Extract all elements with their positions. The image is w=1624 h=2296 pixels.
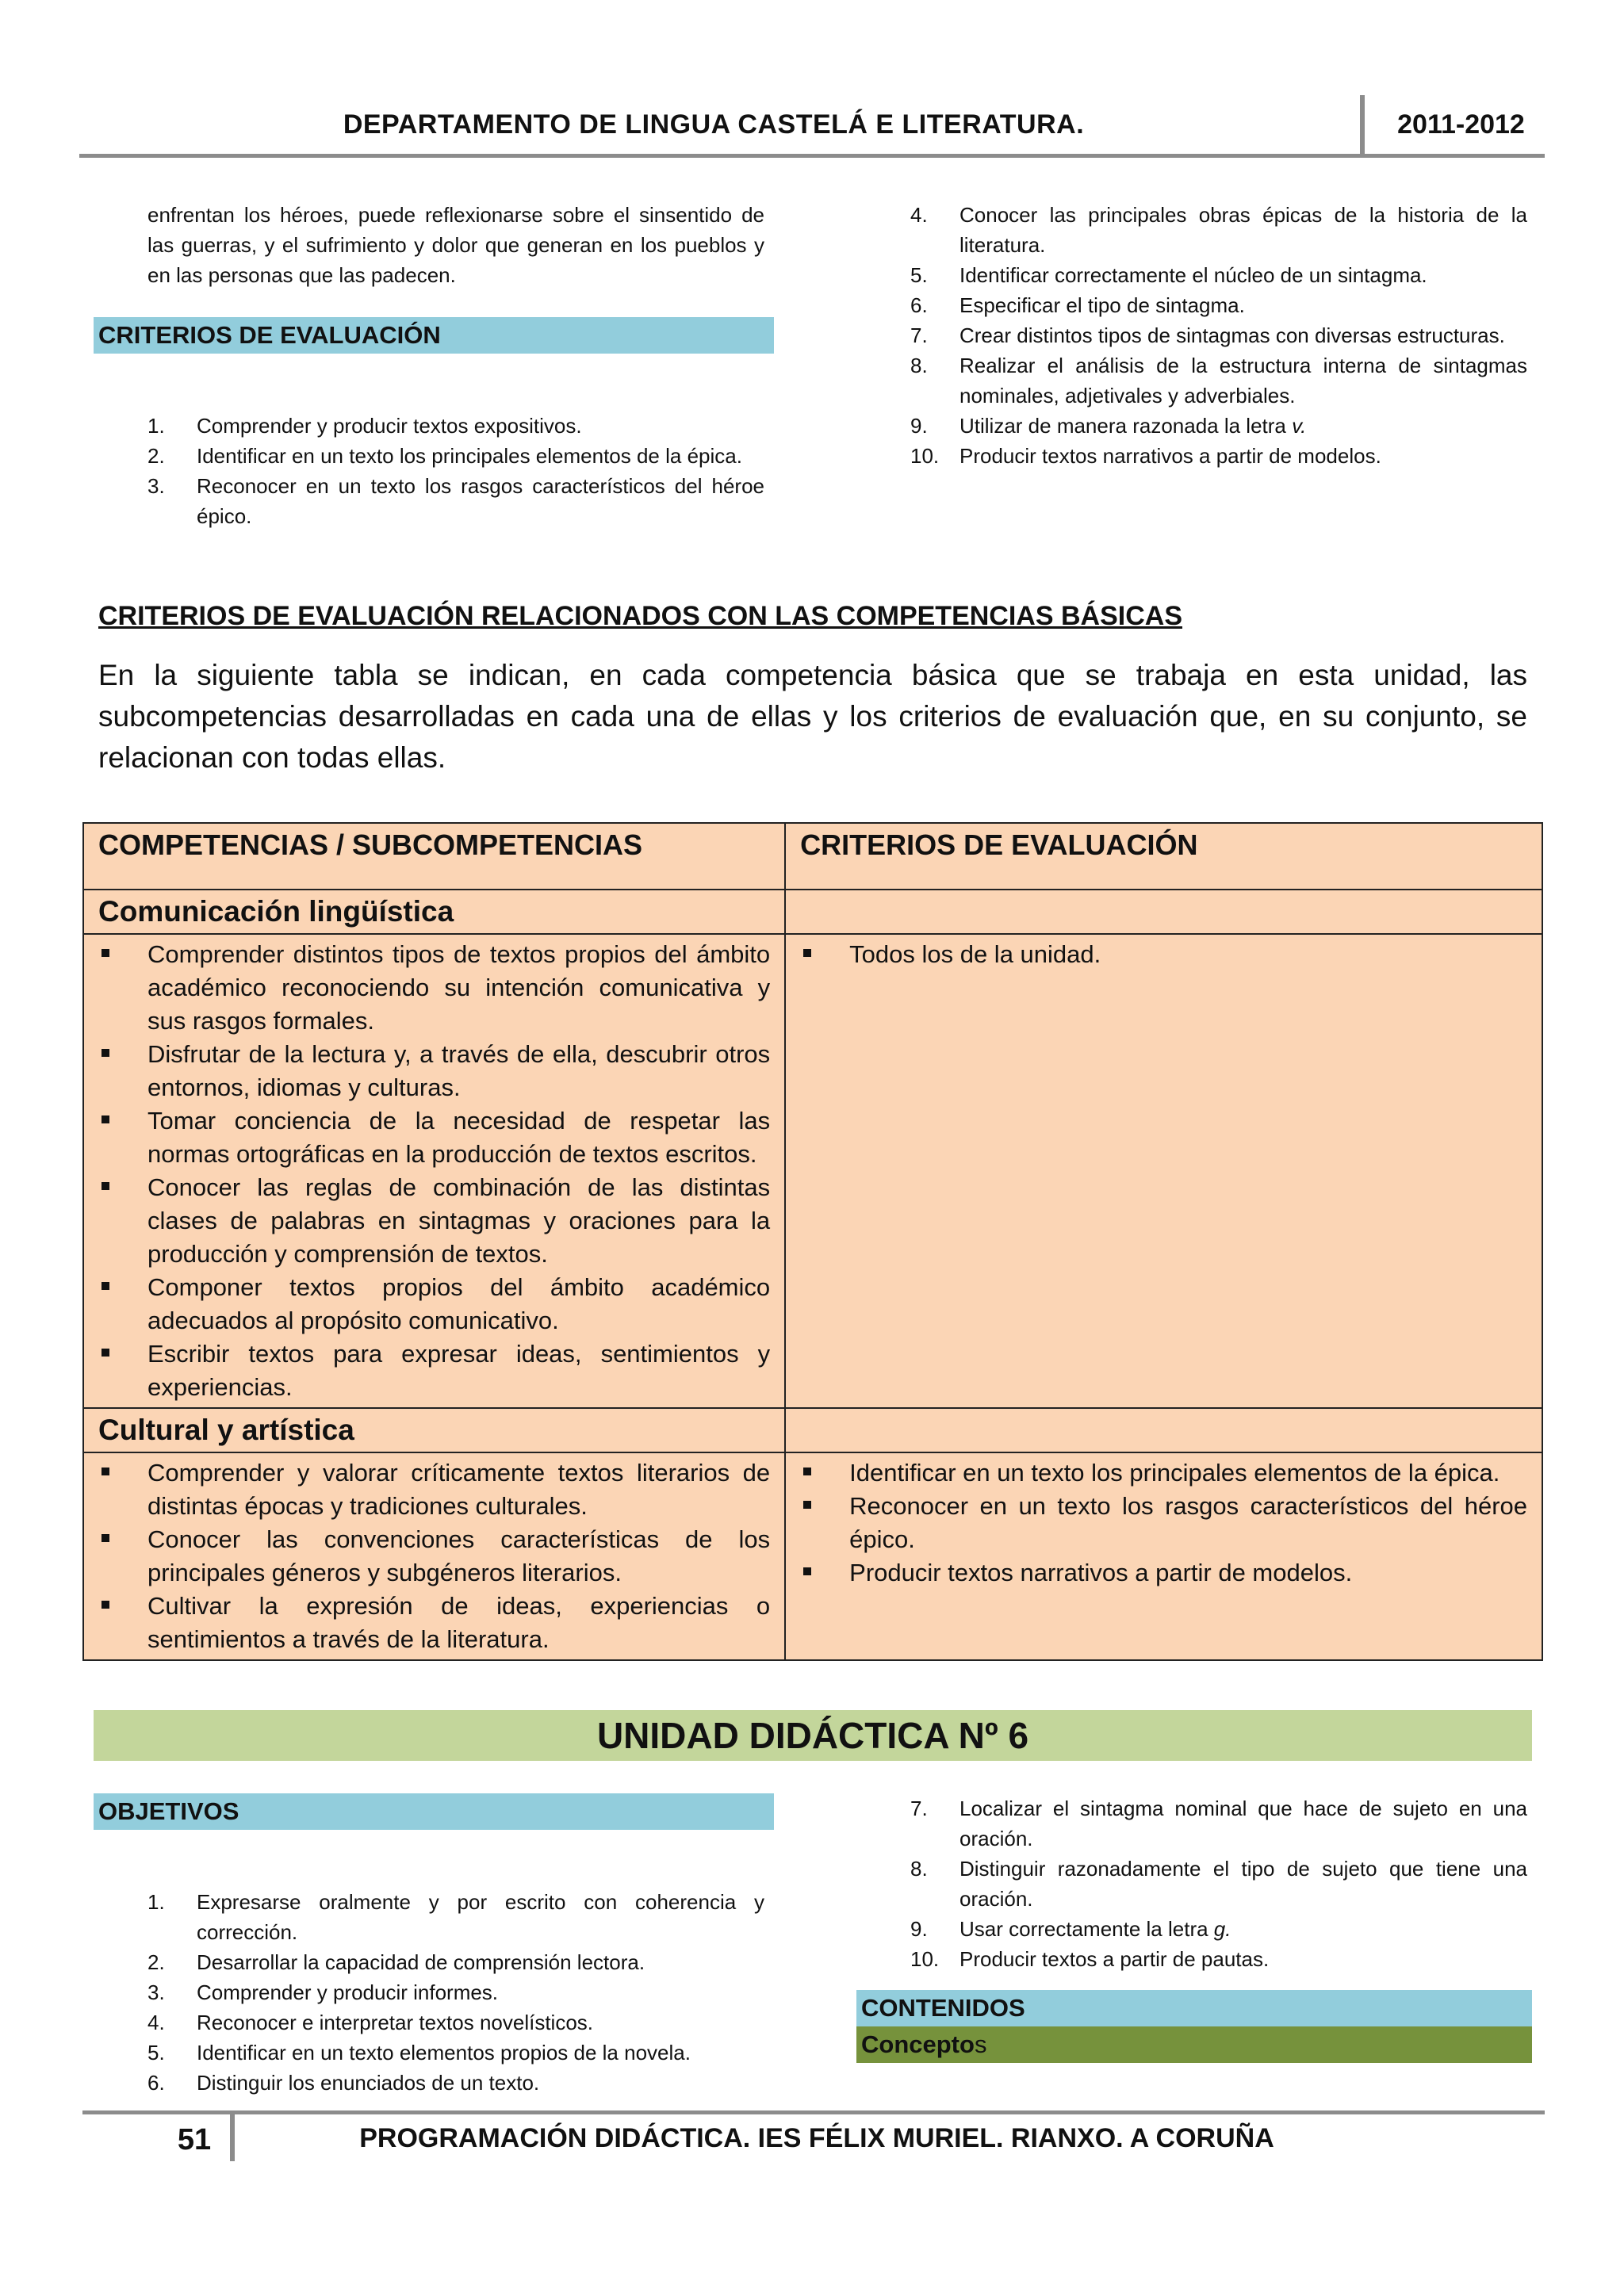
criteria-list-right (910, 200, 1527, 471)
section-title: CRITERIOS DE EVALUACIÓN RELACIONADOS CON LAS COMPETENCIAS BÁSICAS (98, 601, 1183, 631)
subcompetencias-cell (83, 934, 785, 1408)
list-item: Componer textos propios del ámbito académico adecuados al propósito comunicativo. (98, 1271, 770, 1337)
header-title: DEPARTAMENTO DE LINGUA CASTELÁ E LITERATURA. (343, 109, 1085, 140)
list-item: 3. Reconocer en un texto los rasgos característicos del héroe épico. (147, 474, 764, 528)
conceptos-heading: Conceptos (856, 2026, 1532, 2063)
table-header-competencias: COMPETENCIAS / SUBCOMPETENCIAS (83, 823, 785, 890)
list-item: 2. Desarrollar la capacidad de comprensión lectora. (147, 1950, 645, 1974)
group-name: Cultural y artística (83, 1408, 785, 1452)
list-item: 9. Utilizar de manera razonada la letra v. (910, 414, 1307, 438)
table-header-criterios: CRITERIOS DE EVALUACIÓN (785, 823, 1542, 890)
list-item: 4. Conocer las principales obras épicas de la historia de la literatura. (910, 203, 1527, 257)
criterios-cell (785, 934, 1542, 1408)
continued-paragraph: enfrentan los héroes, puede reflexionarse sobre el sinsentido de las guerras, y el sufrimiento y dolor que generan en los pueblos y en las personas que las padecen. (147, 203, 764, 287)
list-item: Disfrutar de la lectura y, a través de ella, descubrir otros entornos, idiomas y culturas. (98, 1038, 770, 1104)
list-item: 1. Comprender y producir textos expositivos. (147, 414, 582, 438)
list-item: Escribir textos para expresar ideas, sentimientos y experiencias. (98, 1337, 770, 1404)
criteria-heading: CRITERIOS DE EVALUACIÓN (94, 317, 774, 354)
group-name: Comunicación lingüística (83, 890, 785, 934)
criterios-cell (785, 1452, 1542, 1660)
list-item: 5. Identificar en un texto elementos propios de la novela. (147, 2041, 691, 2064)
list-item: 7. Crear distintos tipos de sintagmas con diversas estructuras. (910, 323, 1505, 347)
group-empty-cell (785, 1408, 1542, 1452)
list-item: 7. Localizar el sintagma nominal que hace de sujeto en una oración. (910, 1797, 1527, 1850)
objetivos-list-right (910, 1793, 1527, 1974)
list-item: 6. Especificar el tipo de sintagma. (910, 293, 1245, 317)
subcompetencias-cell (83, 1452, 785, 1660)
competencias-table (82, 822, 1543, 1661)
list-item: 1. Expresarse oralmente y por escrito con coherencia y corrección. (147, 1890, 764, 1944)
footer-divider (230, 2112, 235, 2161)
list-item: 6. Distinguir los enunciados de un texto. (147, 2071, 540, 2095)
page-number: 51 (177, 2123, 212, 2156)
list-item: 10. Producir textos narrativos a partir de modelos. (910, 444, 1381, 468)
list-item: Cultivar la expresión de ideas, experiencias o sentimientos a través de la literatura. (98, 1590, 770, 1656)
criteria-list-left (147, 411, 764, 531)
list-item: Todos los de la unidad. (800, 938, 1527, 971)
list-item: Comprender distintos tipos de textos propios del ámbito académico reconociendo su intención comunicativa y sus rasgos formales. (98, 938, 770, 1038)
footer-rule (82, 2110, 1545, 2114)
list-item: Conocer las reglas de combinación de las distintas clases de palabras en sintagmas y oraciones para la producción y comprensión de textos. (98, 1171, 770, 1271)
contenidos-heading: CONTENIDOS (856, 1990, 1532, 2026)
list-item: Reconocer en un texto los rasgos característicos del héroe épico. (800, 1490, 1527, 1556)
header-divider (1360, 95, 1365, 157)
intro-paragraph: En la siguiente tabla se indican, en cada competencia básica que se trabaja en esta unidad, las subcompetencias desarrolladas en cada una de ellas y los criterios de evaluación que, en su conjunto, se relacionan con todas ellas. (98, 659, 1527, 774)
objetivos-list-left (147, 1887, 764, 2098)
list-item: Comprender y valorar críticamente textos literarios de distintas épocas y tradiciones culturales. (98, 1456, 770, 1523)
list-item: 5. Identificar correctamente el núcleo de un sintagma. (910, 263, 1427, 287)
list-item: Producir textos narrativos a partir de modelos. (800, 1556, 1527, 1590)
list-item: 10. Producir textos a partir de pautas. (910, 1947, 1270, 1971)
objetivos-heading: OBJETIVOS (94, 1793, 774, 1830)
list-item: Conocer las convenciones características de los principales géneros y subgéneros literarios. (98, 1523, 770, 1590)
list-item: Tomar conciencia de la necesidad de respetar las normas ortográficas en la producción de textos escritos. (98, 1104, 770, 1171)
list-item: 2. Identificar en un texto los principales elementos de la épica. (147, 444, 742, 468)
list-item: 9. Usar correctamente la letra g. (910, 1917, 1231, 1941)
list-item: 8. Realizar el análisis de la estructura interna de sintagmas nominales, adjetivales y adverbiales. (910, 354, 1527, 408)
list-item: 8. Distinguir razonadamente el tipo de sujeto que tiene una oración. (910, 1857, 1527, 1911)
header-year: 2011-2012 (1397, 109, 1525, 140)
list-item: Identificar en un texto los principales elementos de la épica. (800, 1456, 1527, 1490)
list-item: 3. Comprender y producir informes. (147, 1980, 499, 2004)
group-empty-cell (785, 890, 1542, 934)
list-item: 4. Reconocer e interpretar textos novelísticos. (147, 2011, 594, 2034)
unit-title: UNIDAD DIDÁCTICA Nº 6 (94, 1710, 1532, 1761)
header-rule (79, 154, 1545, 158)
footer-text: PROGRAMACIÓN DIDÁCTICA. IES FÉLIX MURIEL. RIANXO. A CORUÑA (359, 2123, 1274, 2153)
